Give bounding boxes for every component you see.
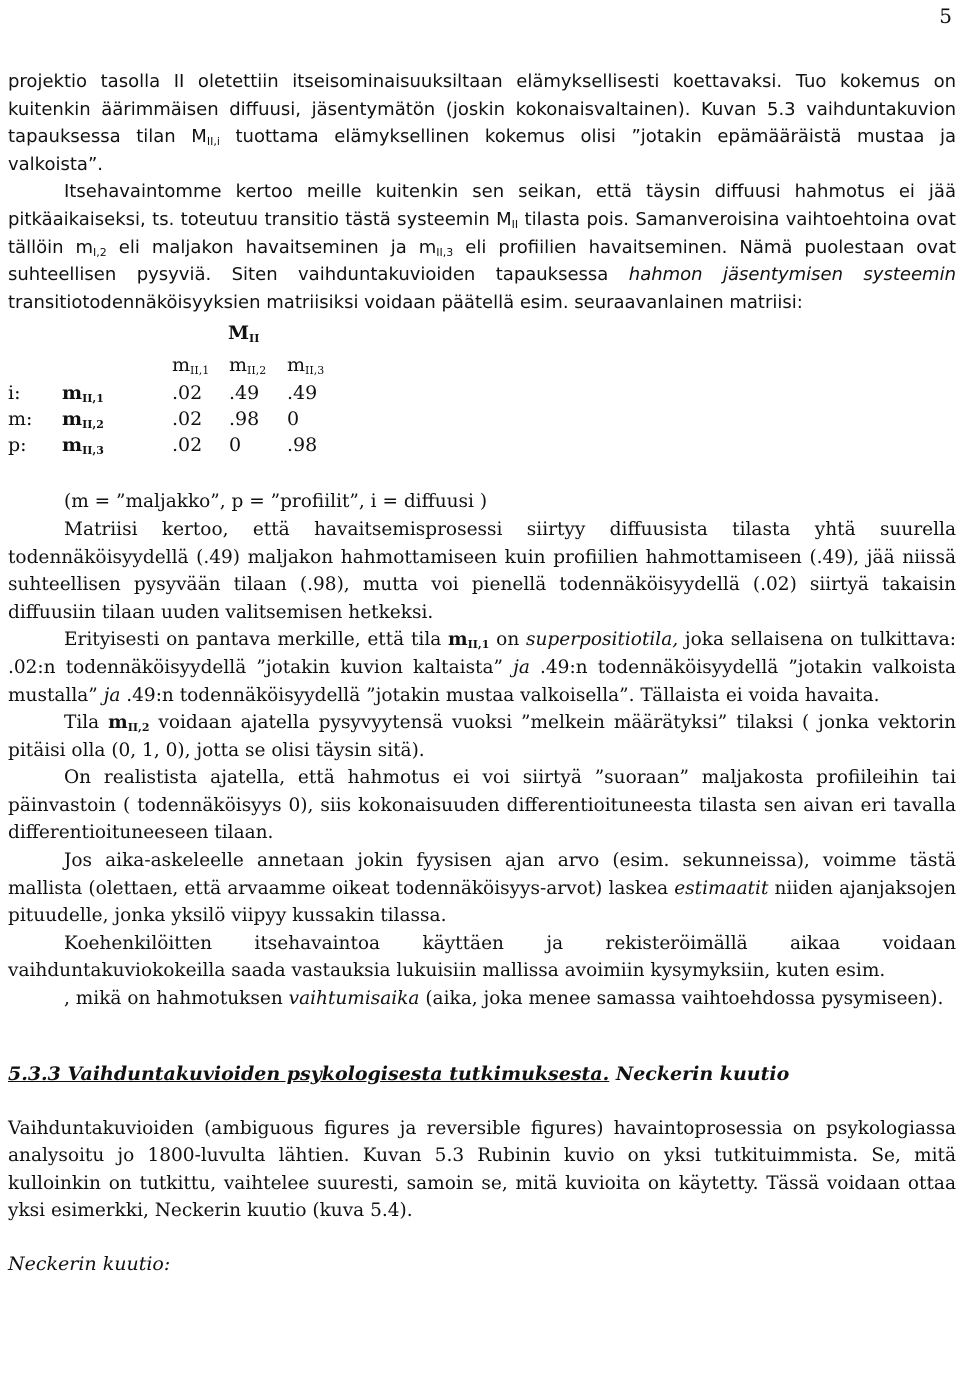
matrix-cell: .02 [172,382,203,405]
paragraph-5: Tila $m_{II,2}$ voidaan ajatella pysyvyytensä vuoksi ”melkein määrätyksi” tilaksi ( jonka vektorin pitäisi olla (0, 1, 0), jotta se olisi täysin sitä). [8,712,956,761]
paragraph-1: projektio tasolla II oletettiin itseisominaisuuksiltaan elämyksellisesti koettavaksi. Tuo kokemus on kuitenkin äärimmäisen diffuusi, jäsentymätön (joskin kokonaisvaltainen). Kuvan 5.3 vaihduntakuvion tapauksessa tilan $M_{II,i}$ tuottama elämyksellinen kokemus olisi ”jotakin epämääräistä mustaa ja valkoista”. [8,71,957,175]
matrix-cell: .98 [229,408,260,431]
matrix-cell: .02 [172,434,203,457]
matrix-cell: 0 [229,434,242,457]
matrix-col-header: $m_{II,1}$ [172,354,210,378]
page-number: 5 [939,4,952,28]
matrix-row-state: $m_{II,2}$ [62,408,104,432]
matrix-cell: .02 [172,408,203,431]
transition-matrix [8,322,956,458]
matrix-legend: (m = ”maljakko”, p = ”profiilit”, i = diffuusi ) [64,491,488,513]
matrix-cell: .98 [287,434,318,457]
paragraph-7: Jos aika-askeleelle annetaan jokin fyysisen ajan arvo (esim. sekunneissa), voimme tästä mallista (olettaen, että arvaamme oikeat todennäköisyys-arvot) laskea estimaatit niiden ajanjaksojen pituudelle, jonka yksilö viipyy kussakin tilassa. [8,850,956,927]
matrix-cell: .49 [229,382,260,405]
matrix-col-header: $m_{II,3}$ [287,354,325,378]
matrix-row-label: m: [8,408,33,431]
paragraph-2: Itsehavaintomme kertoo meille kuitenkin sen seikan, että täysin diffuusi hahmotus ei jää pitkäaikaiseksi, ts. toteutuu transitio tästä systeemin $M_{II}$ tilasta pois. Samanveroisina vaihtoehtoina ovat tällöin $m_{I,2}$ eli maljakon havaitseminen ja $m_{II,3}$ eli profiilien havaitseminen. Nämä puolestaan ovat suhteellisen pysyviä. Siten vaihduntakuvioiden tapauksessa hahmon jäsentymisen systeemin transitiotodennäköisyyksien matriisiksi voidaan päätellä esim. seuraavanlainen matriisi: [8,181,956,313]
paragraph-6: On realistista ajatella, että hahmotus ei voi siirtyä ”suoraan” maljakosta profiileihin tai päinvastoin ( todennäköisyys 0), siis kokonaisuuden differentioituneesta tilasta sen aivan eri tavalla differentioituneeseen tilaan. [8,767,956,844]
matrix-title: $M_{II}$ [228,322,260,346]
matrix-row-state: $m_{II,1}$ [62,382,104,406]
matrix-col-header: $m_{II,2}$ [229,354,267,378]
paragraph-10: Vaihduntakuvioiden (ambiguous figures ja reversible figures) havaintoprosessia on psykologiassa analysoitu jo 1800-luvulta lähtien. Kuvan 5.3 Rubinin kuvio on yksi tutkituimmista. Se, mitä kulloinkin on tutkittu, vaihtelee suuresti, samoin se, mitä kuvioita on käytetty. Tässä voidaan ottaa yksi esimerkki, Neckerin kuutio (kuva 5.4). [8,1117,956,1222]
matrix-cell: .49 [287,382,318,405]
section-heading: 5.3.3 Vaihduntakuvioiden psykologisesta tutkimuksesta. Neckerin kuutio [8,1062,790,1085]
matrix-cell: 0 [287,408,300,431]
paragraph-9: , mikä on hahmotuksen vaihtumisaika (aika, joka menee samassa vaihtoehdossa pysymiseen). [64,988,944,1010]
figure-subheading: Neckerin kuutio: [8,1253,171,1275]
matrix-row-label: p: [8,434,27,457]
paragraph-4: Erityisesti on pantava merkille, että tila $m_{II,1}$ on superpositiotila, joka sellaisena on tulkittava: .02:n todennäköisyydellä ”jotakin kuvion kaltaista” ja .49:n todennäköisyydellä ”jotakin valkoista mustalla” ja .49:n todennäköisyydellä ”jotakin mustaa valkoisella”. Tällaista ei voida havaita. [8,629,956,706]
document-body [8,68,956,1275]
matrix-row-label: i: [8,382,21,405]
paragraph-8: Koehenkilöitten itsehavaintoa käyttäen ja rekisteröimällä aikaa voidaan vaihduntakuviokokeilla saada vastauksia lukuisiin mallissa avoimiin kysymyksiin, kuten esim. [8,932,956,982]
paragraph-3: Matriisi kertoo, että havaitsemisprosessi siirtyy diffuusista tilasta yhtä suurella todennäköisyydellä (.49) maljakon hahmottamiseen kuin profiilien hahmottamiseen (.49), jää niissä suhteellisen pysyvään tilaan (.98), mutta voi pienellä todennäköisyydellä (.02) siirtyä takaisin diffuusiin tilaan uuden valitsemisen hetkeksi. [8,518,956,623]
matrix-row-state: $m_{II,3}$ [62,434,104,458]
